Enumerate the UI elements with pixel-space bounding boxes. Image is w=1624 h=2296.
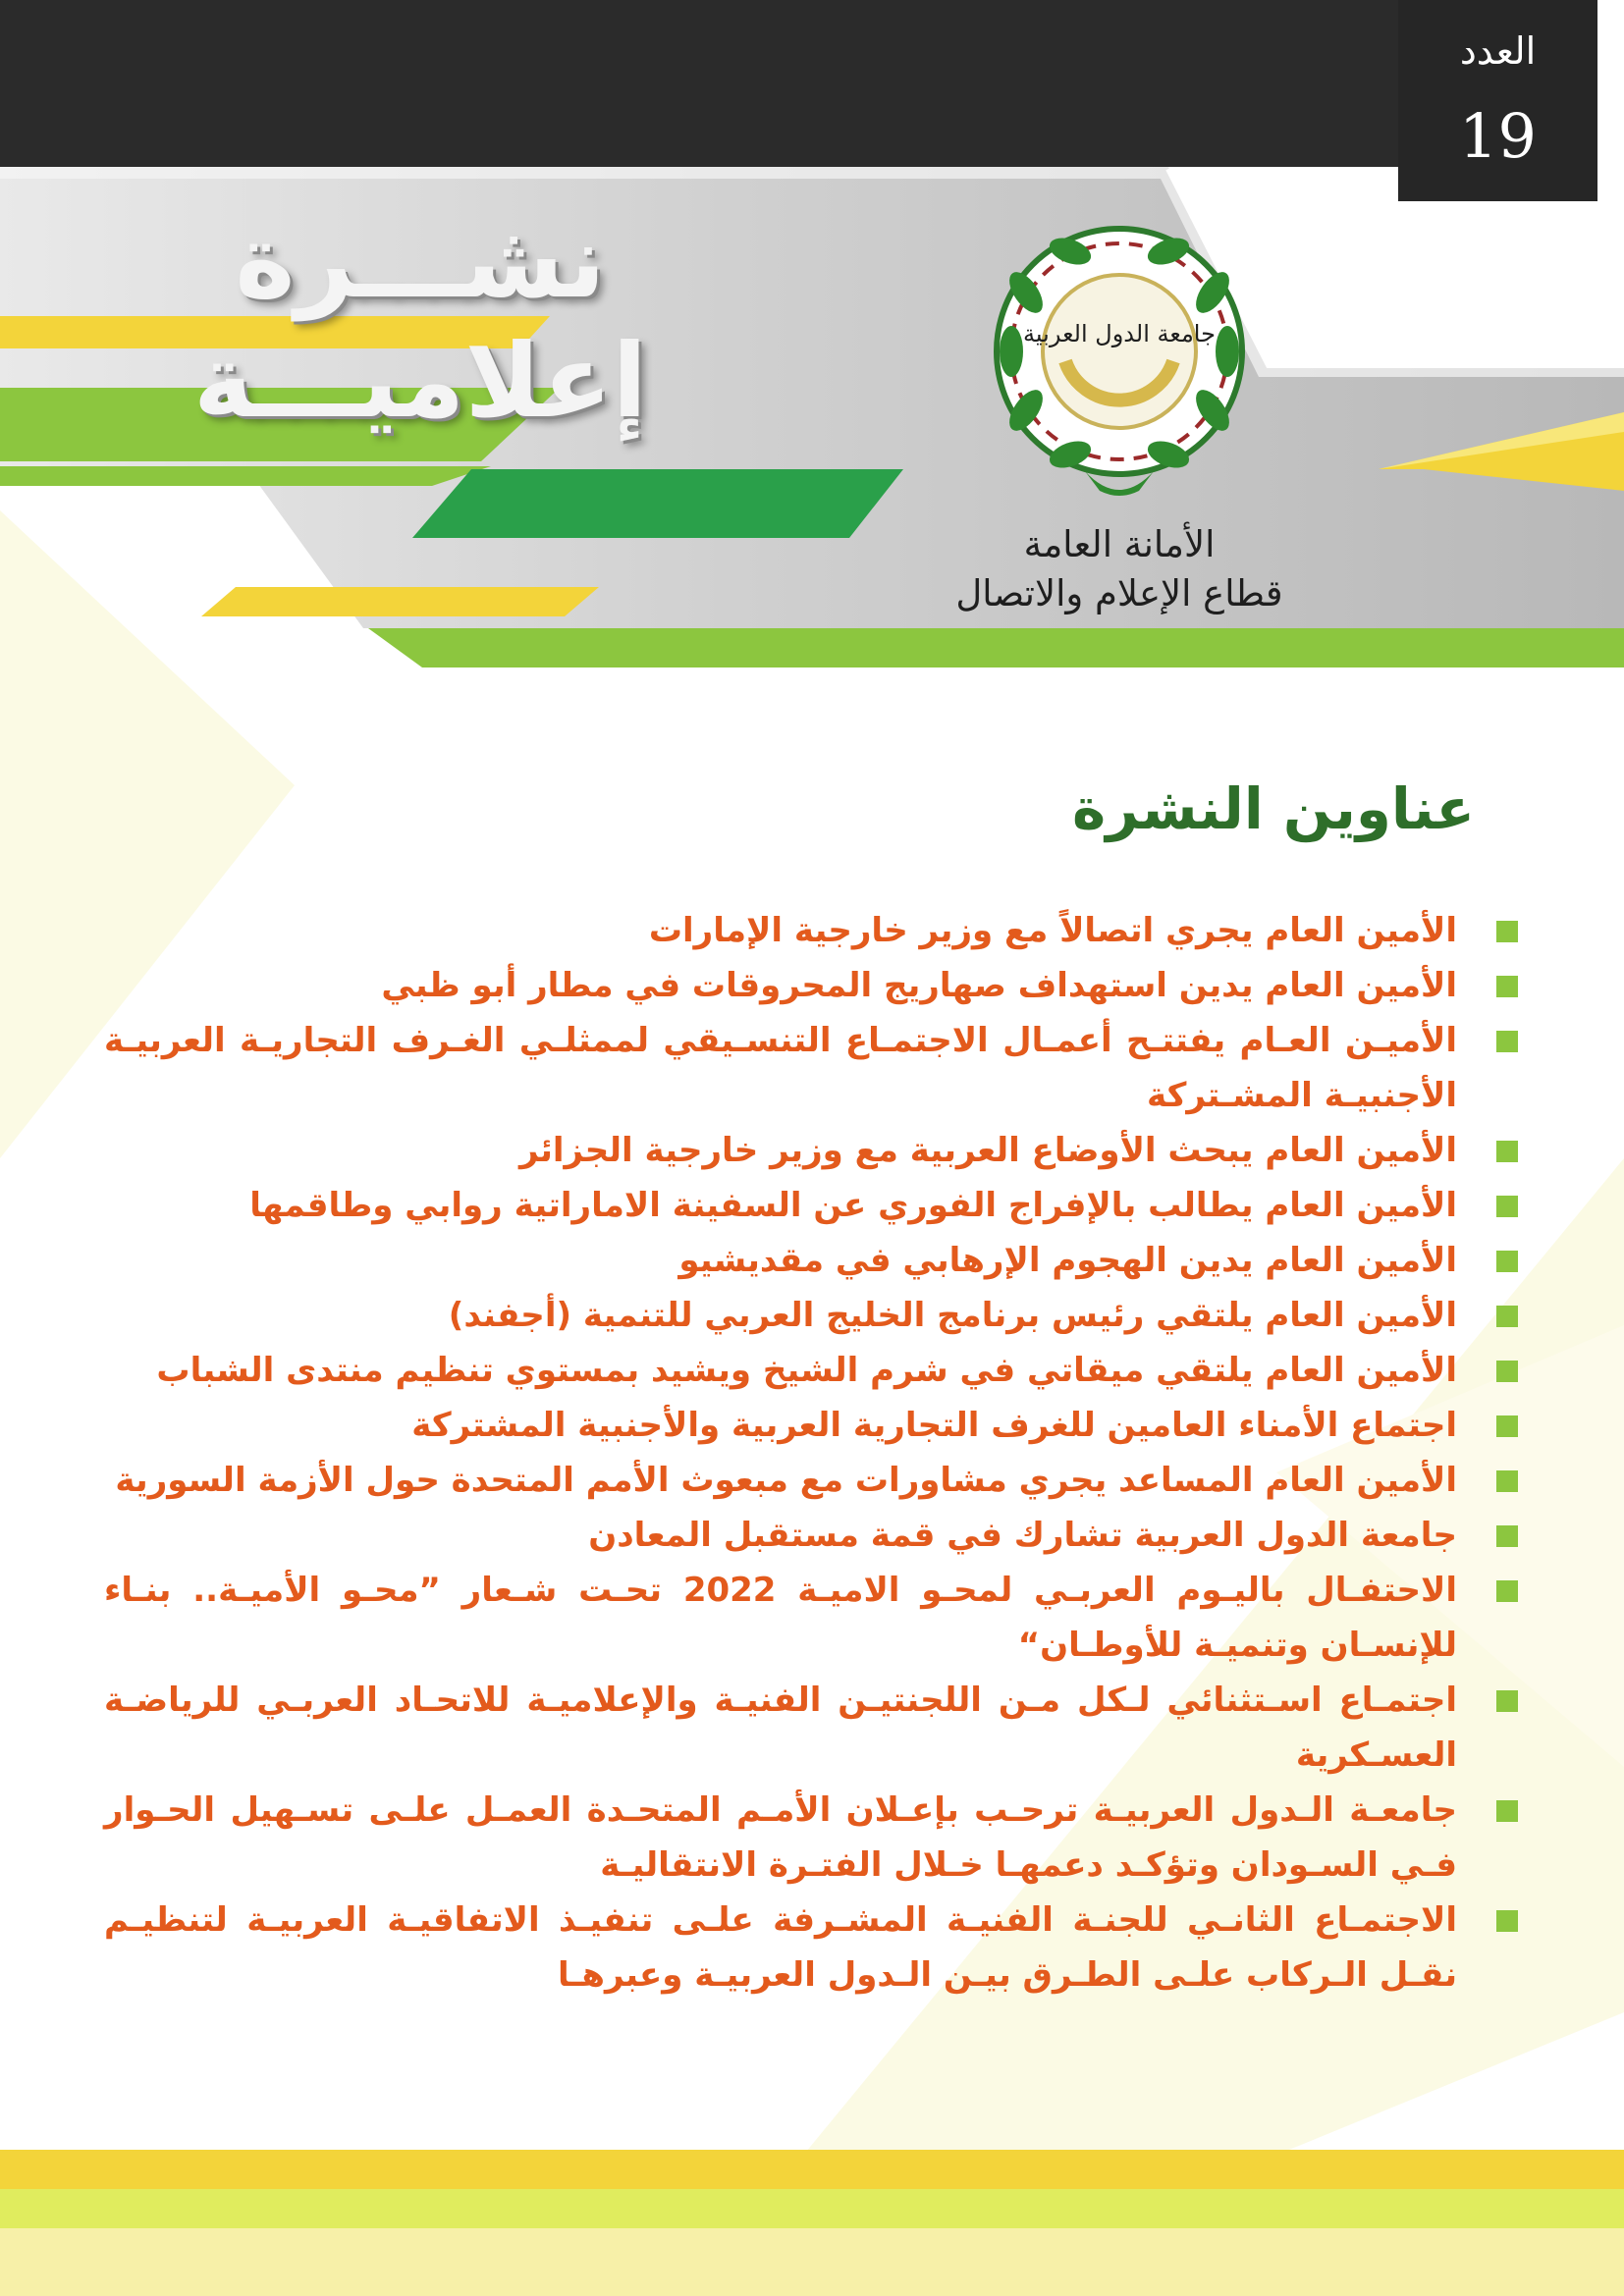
headline-text: جامعـة الـدول العربيـة ترحـب بإعـلان الأمـم المتحـدة العمـل علـى تسـهيل الحـوار فـي السـودان وتؤكـد دعمهـا خـلال الفتـرة الانتقاليـة [104,1790,1457,1885]
headline-text: الأمين العام يلتقي ميقاتي في شرم الشيخ ويشيد بمستوي تنظيم منتدى الشباب [156,1351,1457,1390]
bullet-square-icon [1496,921,1518,942]
headlines-list [104,903,1518,2002]
headline-item[interactable] [104,1233,1518,1288]
headline-text: الأمين العام المساعد يجري مشاورات مع مبعوث الأمم المتحدة حول الأزمة السورية [115,1461,1457,1500]
headline-item[interactable] [104,1288,1518,1343]
headline-item[interactable] [104,1013,1518,1123]
organization-block [923,520,1316,618]
headline-item[interactable] [104,1783,1518,1893]
bullet-square-icon [1496,1525,1518,1547]
headline-text: الأمين العام يبحث الأوضاع العربية مع وزير خارجية الجزائر [518,1131,1457,1170]
issue-number: 19 [1459,100,1537,172]
bullet-square-icon [1496,1690,1518,1712]
headline-text: الأمين العام يلتقي رئيس برنامج الخليج العربي للتنمية (أجفند) [448,1296,1457,1335]
headline-item[interactable] [104,1123,1518,1178]
organization-sector: قطاع الإعلام والاتصال [955,572,1283,614]
headline-text: الأمين العام يطالب بالإفراج الفوري عن السفينة الاماراتية روابي وطاقمها [249,1186,1457,1225]
headline-item[interactable] [104,1178,1518,1233]
headline-text: جامعة الدول العربية تشارك في قمة مستقبل المعادن [588,1516,1457,1555]
bullet-square-icon [1496,1910,1518,1932]
headline-text: الاجتمـاع الثانـي للجنـة الفنيـة المشـرفة علـى تنفيـذ الاتفاقيـة العربيـة لتنظيـم نقـل الـركاب علـى الطـرق بيـن الـدول العربيـة وعبرهـا [104,1900,1457,1995]
headline-item[interactable] [104,958,1518,1013]
bullet-square-icon [1496,1415,1518,1437]
headline-text: الأمين العام يدين الهجوم الإرهابي في مقديشيو [678,1241,1457,1280]
arab-league-emblem-icon [972,214,1267,508]
bullet-square-icon [1496,1470,1518,1492]
bullet-square-icon [1496,1196,1518,1217]
section-title: عناوين النشرة [1072,775,1475,842]
headline-text: الأمين العام يدين استهداف صهاريج المحروقات في مطار أبو ظبي [381,966,1457,1005]
headline-text: اجتماع الأمناء العامين للغرف التجارية العربية والأجنبية المشتركة [411,1406,1457,1445]
headline-item[interactable] [104,1893,1518,2002]
organization-name: الأمانة العامة [1023,523,1216,565]
headline-text: الأمين العام يجري اتصالاً مع وزير خارجية الإمارات [648,911,1457,950]
headline-item[interactable] [104,1673,1518,1783]
headline-item[interactable] [104,1508,1518,1563]
headline-item[interactable] [104,903,1518,958]
headline-item[interactable] [104,1563,1518,1673]
bullet-square-icon [1496,1800,1518,1822]
bullet-square-icon [1496,1361,1518,1382]
bullet-square-icon [1496,1306,1518,1327]
masthead-title: نشـــرة إعلاميـــة [192,201,648,441]
headline-text: اجتمـاع اسـتثنائي لـكل مـن اللجنتيـن الفنيـة والإعلاميـة للاتحـاد العربـي للرياضـة العسـكرية [104,1681,1457,1775]
headline-item[interactable] [104,1453,1518,1508]
headline-text: الاحتفـال باليـوم العربـي لمحـو الاميـة 2022 تحـت شـعار ”محـو الأميـة.. بنـاء للإنسـان وتنميـة للأوطـان“ [104,1571,1457,1665]
headline-item[interactable] [104,1343,1518,1398]
bullet-square-icon [1496,1141,1518,1162]
issue-box [1398,0,1597,201]
bullet-square-icon [1496,976,1518,997]
bullet-square-icon [1496,1580,1518,1602]
emblem-inscription: جامعة الدول العربية [1023,320,1216,347]
headline-item[interactable] [104,1398,1518,1453]
bullet-square-icon [1496,1031,1518,1052]
bullet-square-icon [1496,1251,1518,1272]
headline-text: الأميـن العـام يفتتـح أعمـال الاجتمـاع التنسـيقي لممثلـي الغـرف التجاريـة العربيـة الأجنبيـة المشـتركة [104,1021,1457,1115]
issue-label: العدد [1459,29,1537,73]
